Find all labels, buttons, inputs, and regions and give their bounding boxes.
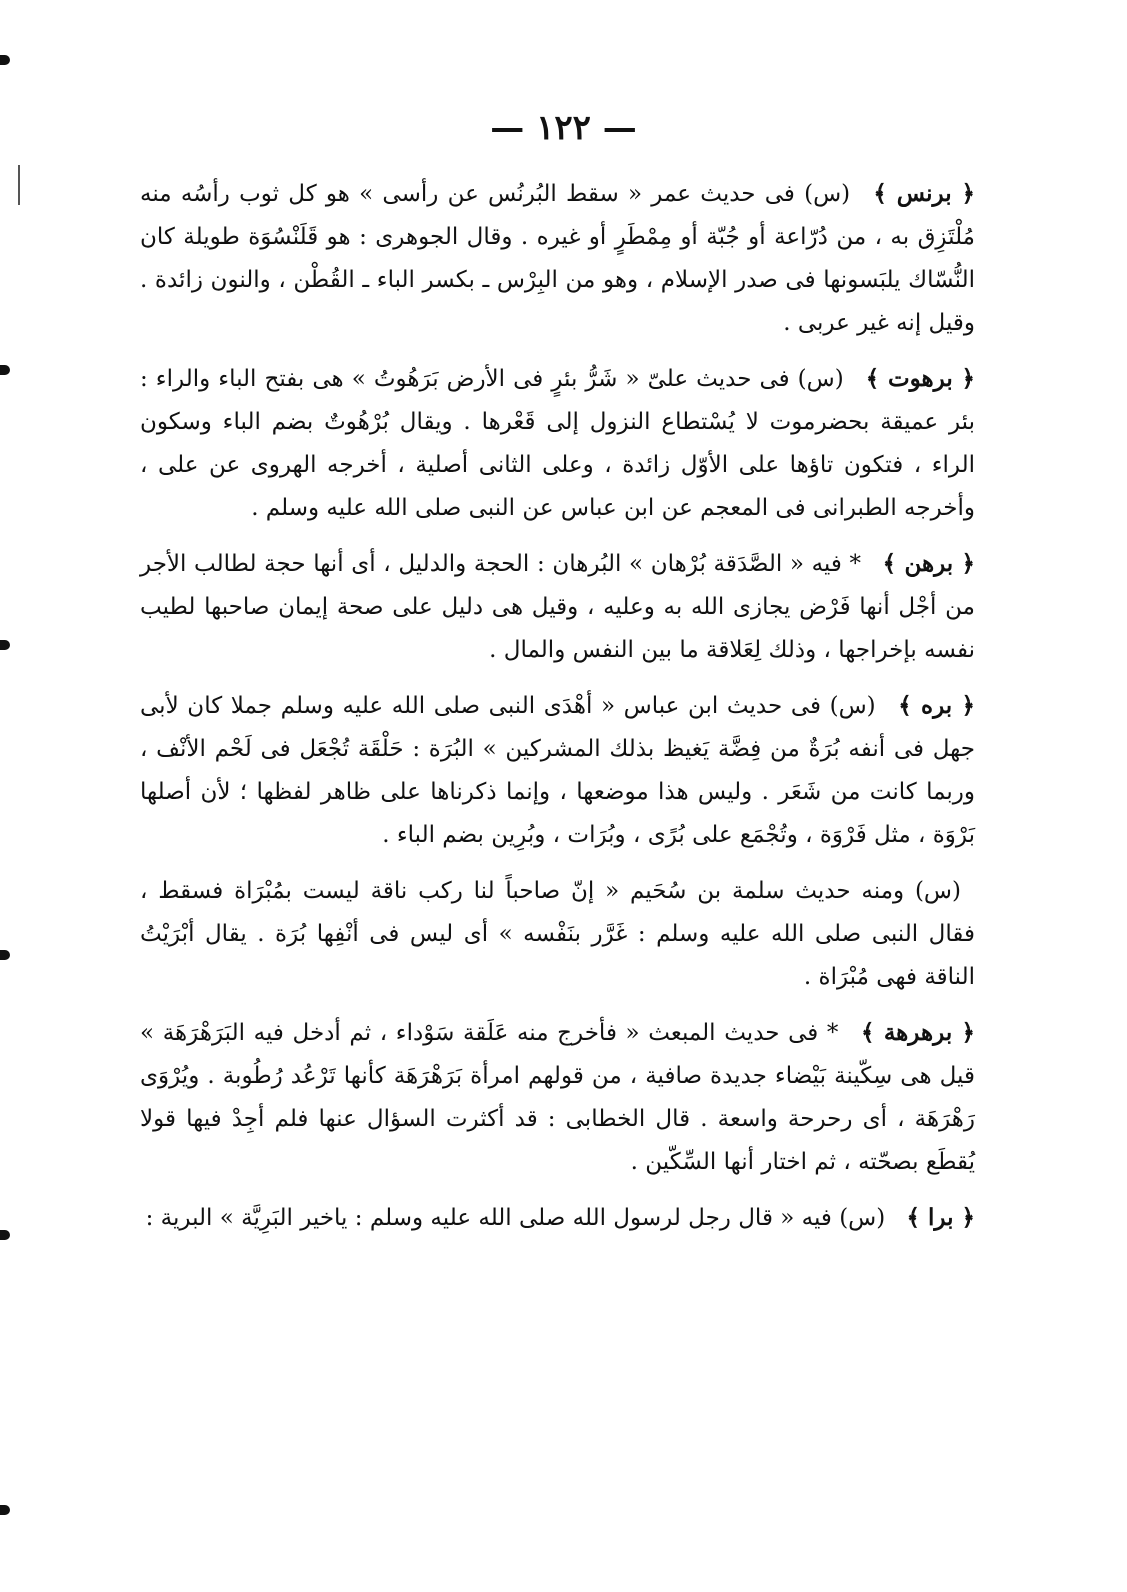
margin-mark (0, 1505, 10, 1515)
entry (140, 542, 975, 672)
margin-mark (0, 1230, 10, 1240)
margin-rule (18, 165, 20, 205)
entry (140, 684, 975, 857)
entry (140, 357, 975, 530)
entry (140, 869, 975, 999)
dictionary-text (140, 172, 975, 1252)
entry-headword: ﴿ برهوت ﴾ (865, 365, 975, 392)
margin-mark (0, 950, 10, 960)
entry-headword: ﴿ برهرهة ﴾ (861, 1019, 976, 1046)
entry-headword: ﴿ برنس ﴾ (873, 180, 976, 207)
entry-text: * فيه « الصَّدَقة بُرْهان » البُرهان : الحجة والدليل ، أى أنها حجة لطالب الأجر من أجْل أنها فَرْض يجازى الله به وعليه ، وقيل هى دليل على صحة إيمان صاحبها لطيب نفسه بإخراجها ، وذلك لِعَلاقة ما بين النفس والمال . (140, 551, 975, 663)
entry-text: (س) فى حديث ابن عباس « أهْدَى النبى صلى الله عليه وسلم جملا كان لأبى جهل فى أنفه بُرَةٌ من فِضَّة يَغيظ بذلك المشركين » البُرَة : حَلْقَة تُجْعَل فى لَحْم الأنْف ، وربما كانت من شَعَر . وليس هذا موضعها ، وإنما ذكرناها على ظاهر لفظها ؛ لأن أصلها بَرْوَة ، مثل فَرْوَة ، وتُجْمَع على بُرًى ، وبُرَات ، وبُرِين بضم الباء . (140, 693, 975, 848)
entry-headword: ﴿ برهن ﴾ (882, 550, 975, 577)
entry (140, 172, 975, 345)
entry (140, 1011, 975, 1184)
margin-mark (0, 365, 10, 375)
entry-headword: ﴿ برا ﴾ (906, 1204, 975, 1231)
margin-mark (0, 55, 10, 65)
margin-mark (0, 640, 10, 650)
entry-text: (س) فى حديث عمر « سقط البُرنُس عن رأسى » هو كل ثوب رأسُه منه مُلْتَزِق به ، من دُرّاعة أو جُبّة أو مِمْطَرٍ أو غيره . وقال الجوهرى : هو قَلَنْسُوَة طويلة كان النُّسّاك يلبَسونها فى صدر الإسلام ، وهو من البِرْس ـ بكسر الباء ـ القُطْن ، والنون زائدة . وقيل إنه غير عربى . (140, 181, 975, 336)
entry-text: * فى حديث المبعث « فأخرج منه عَلَقة سَوْداء ، ثم أدخل فيه البَرَهْرَهَة » قيل هى سِكّينة بَيْضاء جديدة صافية ، من قولهم امرأة بَرَهْرَهَة كأنها تَرْعُد رُطُوبة . ويُرْوَى رَهْرَهَة ، أى رحرحة واسعة . قال الخطابى : قد أكثرت السؤال عنها فلم أجِدْ فيها قولا يُقطَع بصحّته ، ثم اختار أنها السِّكّين . (140, 1020, 975, 1175)
entry-text: (س) فى حديث علىّ « شَرُّ بئرٍ فى الأرض بَرَهُوتُ » هى بفتح الباء والراء : بئر عميقة بحضرموت لا يُسْتطاع النزول إلى قَعْرها . ويقال بُرْهُوتٌ بضم الباء وسكون الراء ، فتكون تاؤها على الأوّل زائدة ، وعلى الثانى أصلية ، أخرجه الهروى عن على ، وأخرجه الطبرانى فى المعجم عن ابن عباس عن النبى صلى الله عليه وسلم . (140, 366, 975, 521)
entry-text: (س) ومنه حديث سلمة بن سُحَيم « إنّ صاحباً لنا ركب ناقة ليست بمُبْرَاة فسقط ، فقال النبى صلى الله عليه وسلم : غَرَّر بنَفْسه » أى ليس فى أنْفِها بُرَة . يقال أبْرَيْتُ الناقة فهى مُبْرَاة . (140, 878, 975, 990)
entry-headword: ﴿ بره ﴾ (898, 692, 975, 719)
entry-text: (س) فيه « قال رجل لرسول الله صلى الله عليه وسلم : ياخير البَرِيَّة » البرية : (145, 1205, 886, 1231)
entry (140, 1196, 975, 1240)
page-number: — ١٢٢ — (490, 108, 637, 148)
